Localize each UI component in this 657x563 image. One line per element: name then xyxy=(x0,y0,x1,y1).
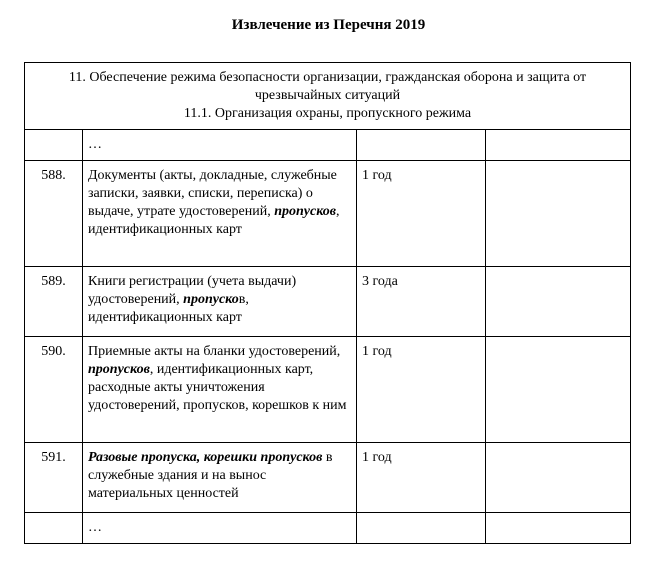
row-term: 3 года xyxy=(357,267,486,337)
row-description xyxy=(83,337,357,443)
desc-part: Документы (акты, докладные, служебные записки, заявки, списки, переписка) о выдаче, утрате удостоверений, xyxy=(88,168,337,219)
num-cell xyxy=(25,130,83,161)
row-description xyxy=(83,161,357,267)
desc-part: Книги регистрации (учета выдачи) удостоверений, xyxy=(88,274,297,307)
note-cell xyxy=(486,130,631,161)
section-header-row xyxy=(25,63,631,130)
row-note xyxy=(486,337,631,443)
row-note xyxy=(486,443,631,513)
desc-cell: … xyxy=(83,513,357,544)
row-description xyxy=(83,267,357,337)
desc-part: в, идентификационных карт xyxy=(88,292,249,325)
table-row xyxy=(25,161,631,267)
table-row-ellipsis-top xyxy=(25,130,631,161)
row-term: 1 год xyxy=(357,161,486,267)
desc-emphasis: Разовые пропуска, корешки пропусков xyxy=(88,450,323,465)
row-note xyxy=(486,161,631,267)
desc-part: , идентификационных карт, расходные акты уничтожения удостоверений, пропусков, корешков к ним xyxy=(88,362,347,413)
desc-emphasis: пропуско xyxy=(183,292,239,307)
row-number: 589. xyxy=(25,267,83,337)
row-note xyxy=(486,267,631,337)
table-row xyxy=(25,337,631,443)
section-header xyxy=(25,63,631,130)
row-number: 591. xyxy=(25,443,83,513)
num-cell xyxy=(25,513,83,544)
table-row-ellipsis-bottom xyxy=(25,513,631,544)
note-cell xyxy=(486,513,631,544)
row-term: 1 год xyxy=(357,443,486,513)
desc-emphasis: пропусков xyxy=(88,362,150,377)
row-description xyxy=(83,443,357,513)
term-cell xyxy=(357,513,486,544)
retention-table xyxy=(24,62,631,544)
term-cell xyxy=(357,130,486,161)
section-line-3: 11.1. Организация охраны, пропускного режима xyxy=(183,106,472,121)
row-term: 1 год xyxy=(357,337,486,443)
row-number: 590. xyxy=(25,337,83,443)
section-line-2: чрезвычайных ситуаций xyxy=(254,88,401,103)
table-row xyxy=(25,267,631,337)
document-title: Извлечение из Перечня 2019 xyxy=(231,17,426,33)
row-number: 588. xyxy=(25,161,83,267)
desc-cell: … xyxy=(83,130,357,161)
desc-emphasis: пропусков xyxy=(274,204,337,219)
table-row xyxy=(25,443,631,513)
section-line-1: 11. Обеспечение режима безопасности организации, гражданская оборона и защита от xyxy=(68,70,587,85)
desc-part: Приемные акты на бланки удостоверений, xyxy=(88,344,341,359)
desc-part: , идентификационных карт xyxy=(88,204,340,237)
desc-part: в служебные здания и на вынос материальных ценностей xyxy=(88,450,333,501)
